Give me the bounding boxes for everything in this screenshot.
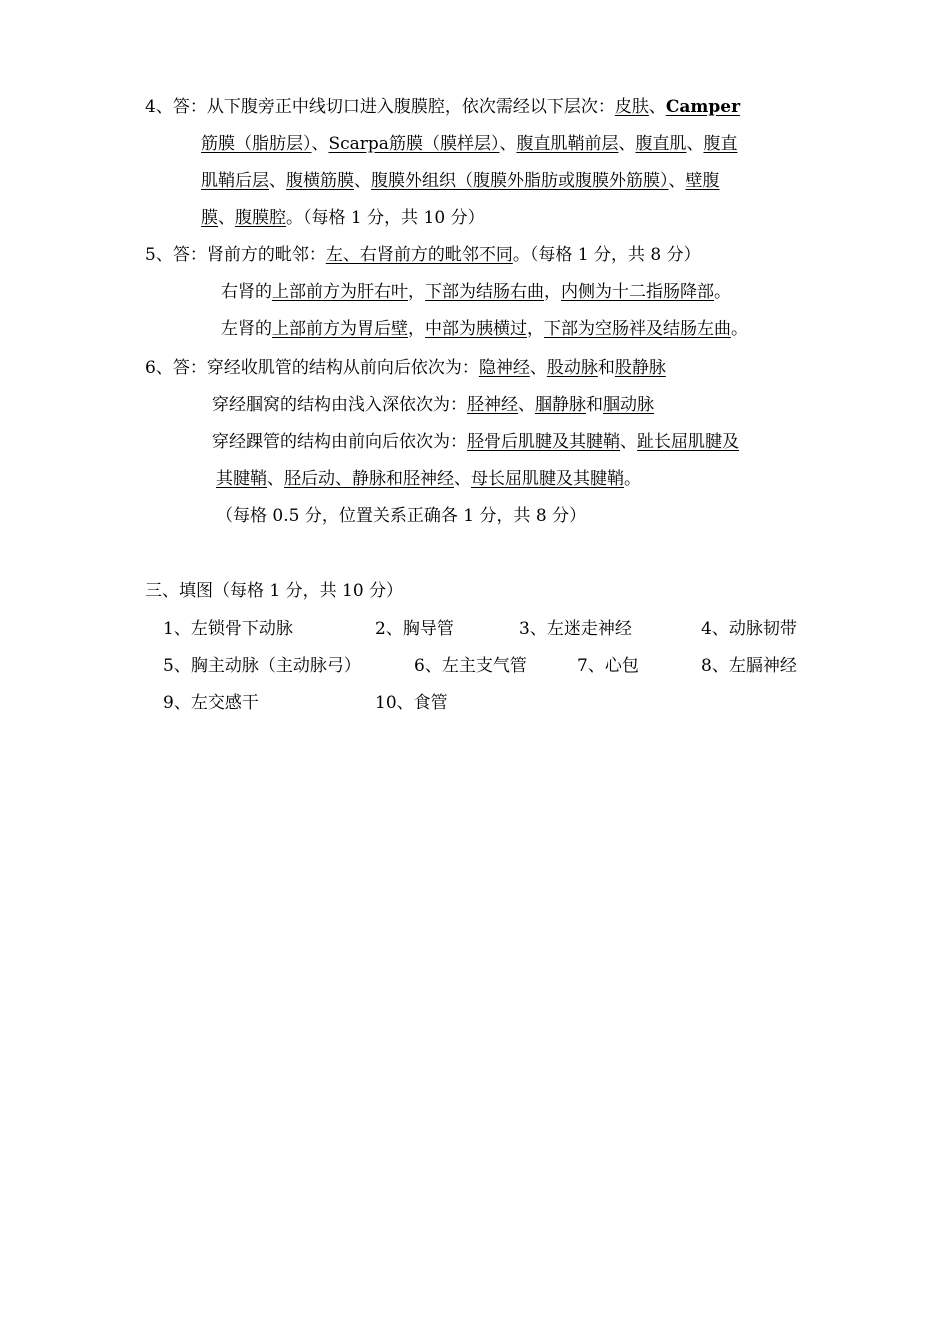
text: 右肾的 — [221, 282, 272, 302]
fill-item-3: 3、左迷走神经 — [519, 619, 632, 639]
fill-item-7: 7、心包 — [577, 656, 639, 676]
text: 和 — [586, 395, 603, 415]
answer-text: 其腱鞘 — [216, 469, 267, 489]
answer-text: 左、右肾前方的毗邻不同 — [325, 245, 513, 265]
answer-text: 中部为胰横过 — [425, 319, 527, 339]
answer-text: 腘静脉 — [535, 395, 586, 415]
answer-text: 母长屈肌腱及其腱鞘 — [471, 469, 624, 489]
text: 、 — [218, 208, 235, 228]
text: 穿经腘窝的结构由浅入深依次为： — [212, 395, 467, 415]
answer-text: 壁腹 — [685, 171, 720, 191]
fill-item-5: 5、胸主动脉（主动脉弓） — [163, 656, 361, 676]
fill-item-9: 9、左交感干 — [163, 693, 259, 713]
text: 、 — [269, 171, 286, 191]
text: ， — [544, 282, 561, 302]
q6-line-1 — [145, 357, 666, 379]
answer-text: 趾长屈肌腱及 — [637, 432, 739, 452]
text: 4、答：从下腹旁正中线切口进入腹膜腔，依次需经以下层次： — [145, 97, 615, 117]
q6-line-3 — [212, 431, 739, 453]
answer-text: 隐神经 — [478, 358, 530, 378]
text: 左肾的 — [221, 319, 272, 339]
answer-text: 腘动脉 — [603, 395, 654, 415]
answer-text: 腹直肌鞘前层 — [516, 134, 619, 154]
text: 、 — [620, 432, 637, 452]
answer-text: 上部前方为肝右叶 — [272, 282, 408, 302]
text: 。（每格 1 分，共 8 分） — [512, 245, 701, 265]
text: 、 — [267, 469, 284, 489]
answer-text: 腹横筋膜 — [286, 171, 354, 191]
section-title: 三、填图（每格 1 分，共 10 分） — [145, 581, 404, 601]
answer-text: 皮肤 — [614, 97, 649, 117]
text: 、 — [668, 171, 686, 191]
text: 穿经踝管的结构由前向后依次为： — [212, 432, 467, 452]
answer-text: 上部前方为胃后壁 — [272, 319, 408, 339]
text: 和 — [597, 358, 615, 378]
text: 、 — [529, 358, 547, 378]
fill-item-4: 4、动脉韧带 — [701, 619, 797, 639]
q4-line-2 — [201, 133, 737, 155]
q4-line-3 — [201, 170, 720, 192]
text: 5、答：肾前方的毗邻： — [145, 245, 326, 265]
text: 、 — [354, 171, 371, 191]
answer-text: 腹膜腔 — [235, 208, 286, 228]
answer-text: 胫后动、静脉和胫神经 — [284, 469, 454, 489]
q5-line-2 — [221, 281, 731, 303]
text: 、 — [454, 469, 471, 489]
text: （每格 0.5 分，位置关系正确各 1 分，共 8 分） — [216, 506, 587, 526]
text: 、 — [686, 134, 704, 154]
answer-text: 胫骨后肌腱及其腱鞘 — [467, 432, 620, 452]
answer-text: 股动脉 — [546, 358, 598, 378]
answer-text: Scarpa筋膜（膜样层） — [328, 134, 500, 154]
text: 。 — [714, 282, 731, 302]
answer-text: 内侧为十二指肠降部 — [561, 282, 714, 302]
text: 、 — [311, 134, 329, 154]
answer-text: 下部为结肠右曲 — [425, 282, 544, 302]
text: ， — [408, 282, 425, 302]
fill-item-2: 2、胸导管 — [375, 619, 454, 639]
q4-line-1 — [145, 96, 740, 118]
text: 、 — [618, 134, 636, 154]
q6-line-5 — [216, 505, 586, 527]
text: 、 — [499, 134, 517, 154]
text: 、 — [648, 97, 666, 117]
text: 。 — [624, 469, 641, 489]
text: ， — [527, 319, 544, 339]
answer-text: 胫神经 — [467, 395, 518, 415]
fill-item-8: 8、左膈神经 — [701, 656, 797, 676]
text: 、 — [518, 395, 535, 415]
answer-text: 肌鞘后层 — [201, 171, 269, 191]
answer-text: 筋膜（脂肪层） — [201, 134, 312, 154]
answer-text: 腹直肌 — [635, 134, 687, 154]
answer-text: 腹直 — [703, 134, 738, 154]
fill-item-10: 10、食管 — [375, 693, 448, 713]
q6-line-4 — [216, 468, 641, 490]
answer-text: 腹膜外组织（腹膜外脂肪或腹膜外筋膜） — [371, 171, 669, 191]
q5-line-3 — [221, 318, 748, 340]
fill-item-1: 1、左锁骨下动脉 — [163, 619, 293, 639]
q6-line-2 — [212, 394, 654, 416]
answer-text: 股静脉 — [614, 358, 666, 378]
text: 。 — [731, 319, 748, 339]
answer-text: 下部为空肠袢及结肠左曲 — [544, 319, 731, 339]
fill-item-6: 6、左主支气管 — [414, 656, 527, 676]
q5-line-1 — [145, 244, 701, 266]
text: 6、答：穿经收肌管的结构从前向后依次为： — [145, 358, 479, 378]
q4-line-4 — [201, 207, 485, 229]
answer-text: Camper — [665, 97, 741, 117]
text: 。（每格 1 分，共 10 分） — [286, 208, 485, 228]
text: ， — [408, 319, 425, 339]
answer-text: 膜 — [201, 208, 218, 228]
